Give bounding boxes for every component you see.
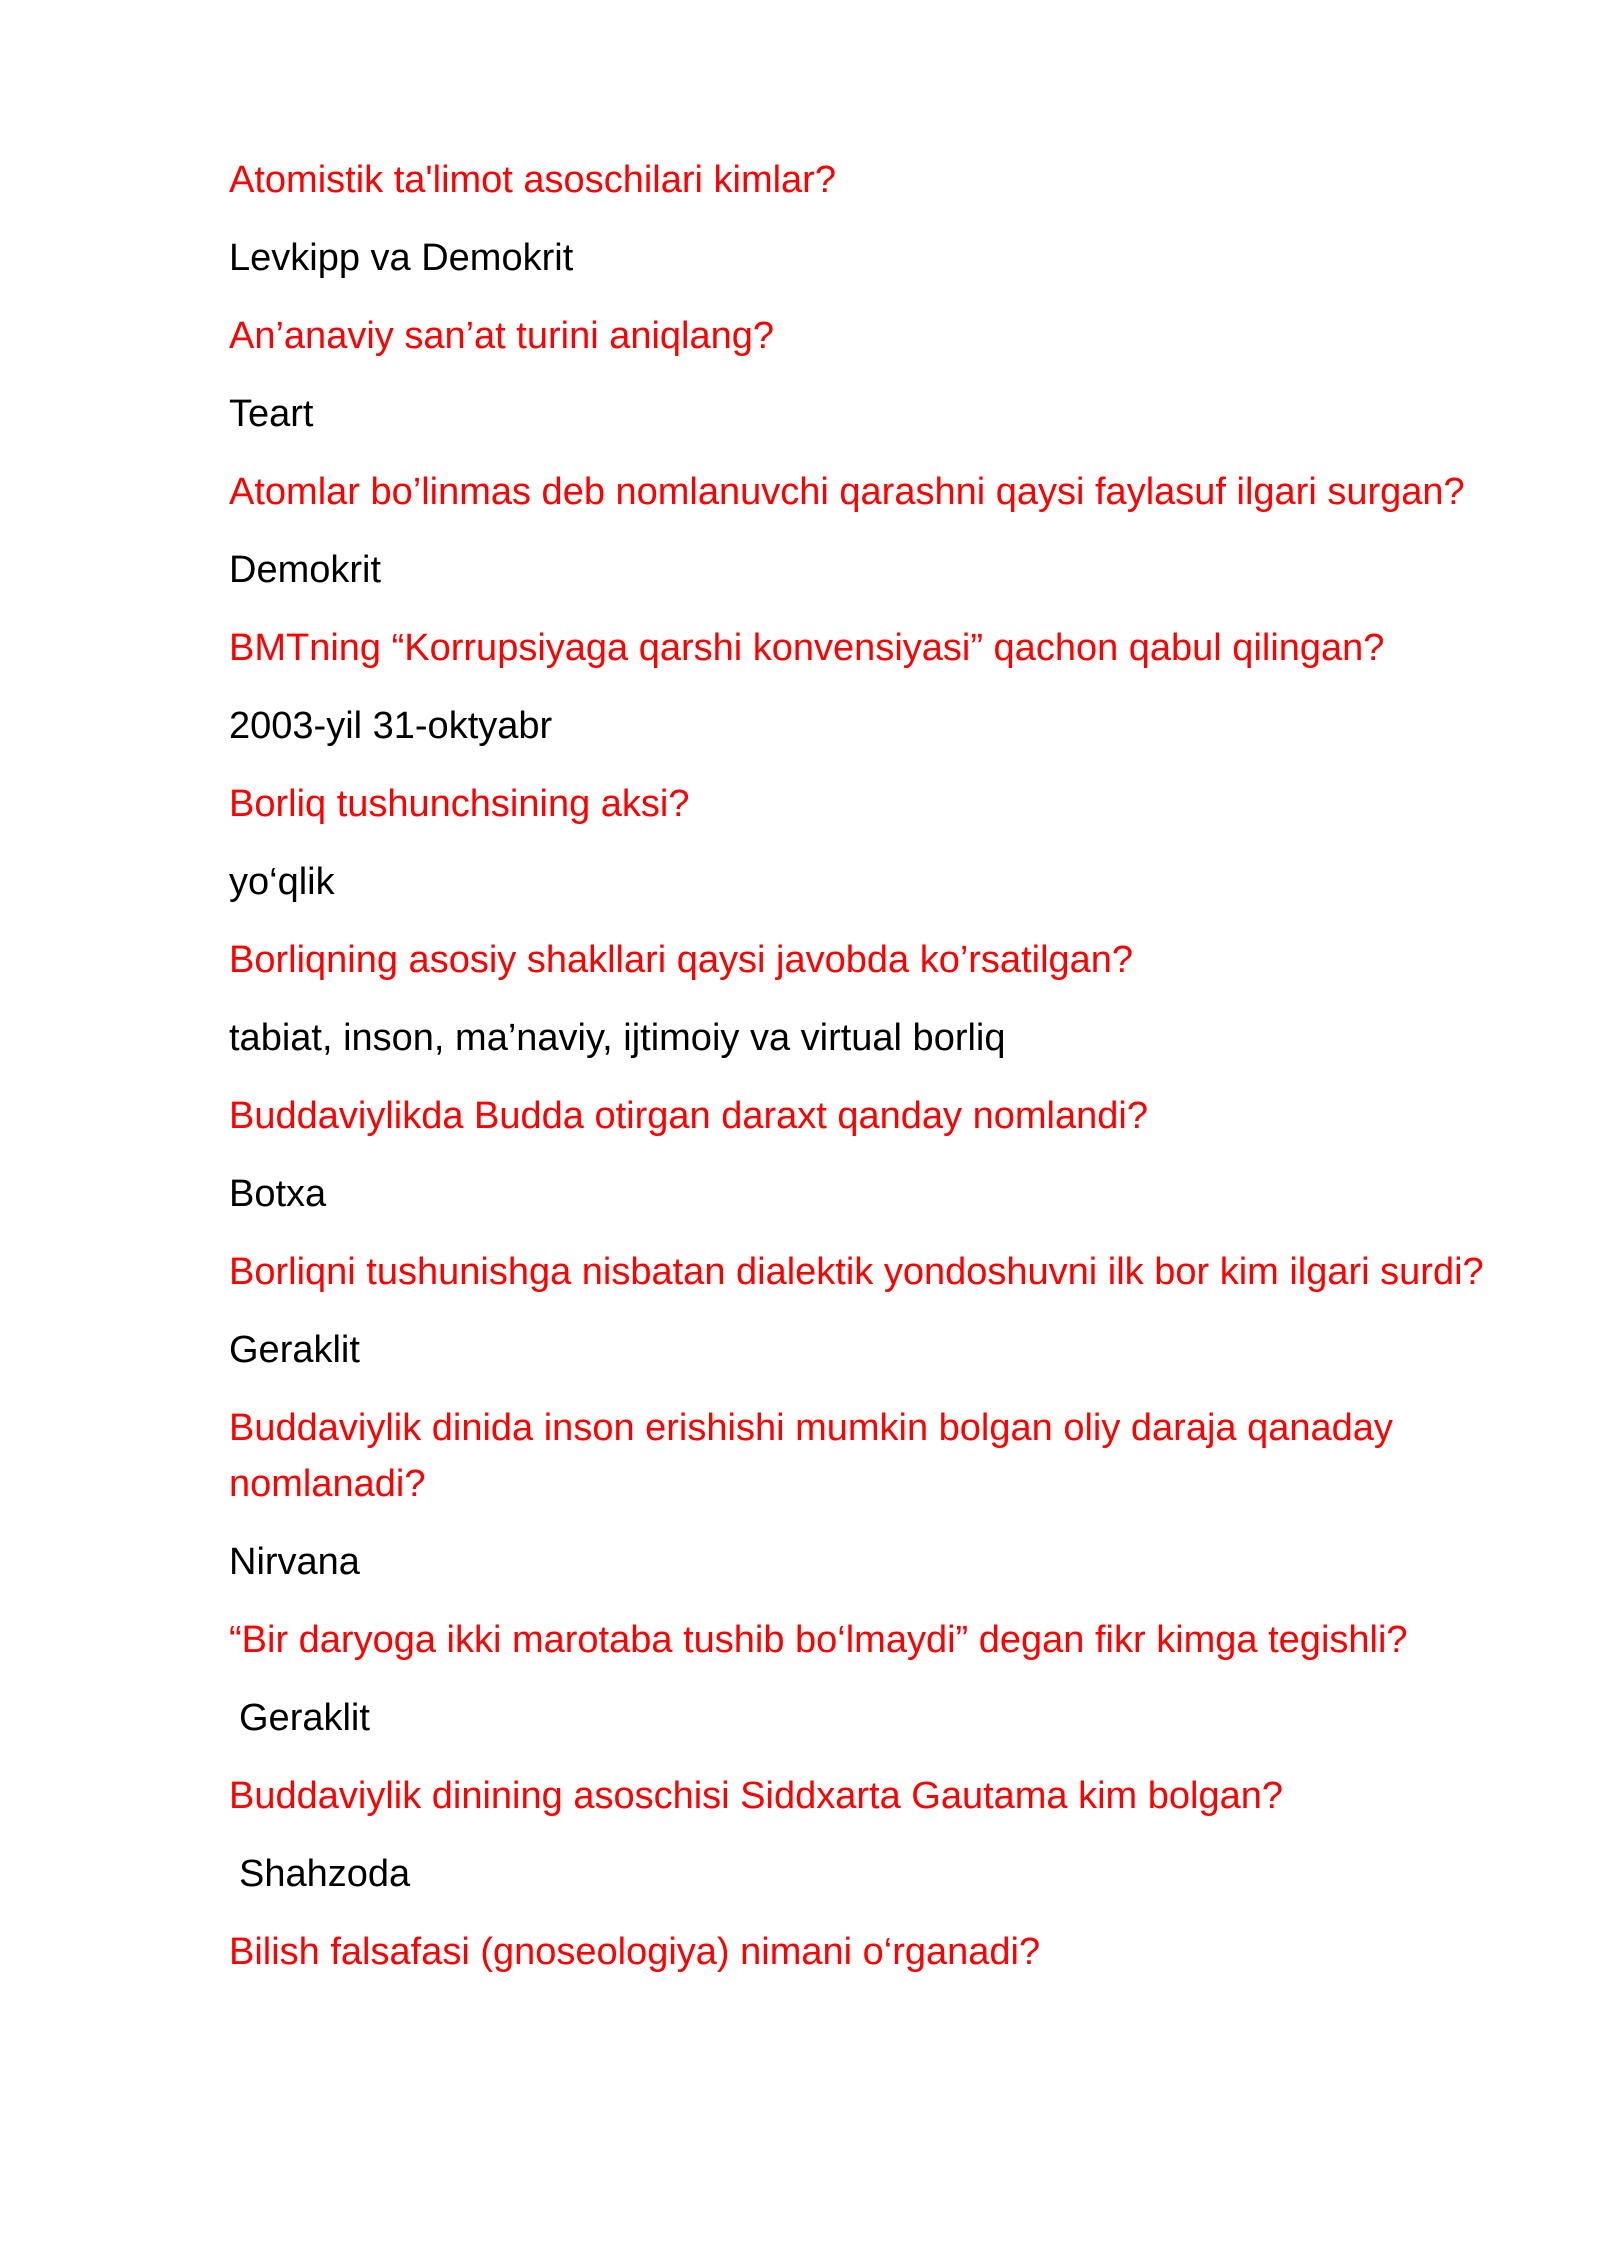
question-text: Buddaviylik dinining asoschisi Siddxarta Gautama kim bolgan? — [229, 1775, 1284, 1817]
question-text: “Bir daryoga ikki marotaba tushib bo‘lmaydi” degan fikr kimga tegishli? — [229, 1619, 1408, 1661]
answer-text: Geraklit — [229, 1329, 360, 1371]
question-text: Buddaviylik dinida inson erishishi mumkin bolgan oliy daraja qanaday nomlanadi? — [229, 1407, 1393, 1505]
answer-text: Levkipp va Demokrit — [229, 237, 574, 279]
question-text: BMTning “Korrupsiyaga qarshi konvensiyasi” qachon qabul qilingan? — [229, 627, 1385, 669]
question-text: Atomlar bo’linmas deb nomlanuvchi qarashni qaysi faylasuf ilgari surgan? — [229, 471, 1465, 513]
answer-text: 2003-yil 31-oktyabr — [229, 705, 553, 747]
question-text: Buddaviylikda Budda otirgan daraxt qanday nomlandi? — [229, 1095, 1148, 1137]
qa-list — [229, 152, 1489, 2002]
answer-text: tabiat, inson, ma’naviy, ijtimoiy va virtual borliq — [229, 1017, 1006, 1059]
answer-text: Teart — [229, 393, 314, 435]
answer-text: Botxa — [229, 1173, 327, 1215]
question-text: Borliq tushunchsining aksi? — [229, 783, 690, 825]
question-text: Borliqni tushunishga nisbatan dialektik yondoshuvni ilk bor kim ilgari surdi? — [229, 1251, 1484, 1293]
question-text: An’anaviy san’at turini aniqlang? — [229, 315, 775, 357]
answer-text: Demokrit — [229, 549, 382, 591]
answer-text: Geraklit — [239, 1697, 370, 1739]
question-text: Bilish falsafasi (gnoseologiya) nimani o‘rganadi? — [229, 1931, 1041, 1973]
question-text: Atomistik ta'limot asoschilari kimlar? — [229, 159, 836, 201]
answer-text: Nirvana — [229, 1541, 360, 1583]
answer-text: yo‘qlik — [229, 861, 335, 903]
answer-text: Shahzoda — [239, 1853, 411, 1895]
question-text: Borliqning asosiy shakllari qaysi javobda ko’rsatilgan? — [229, 939, 1134, 981]
